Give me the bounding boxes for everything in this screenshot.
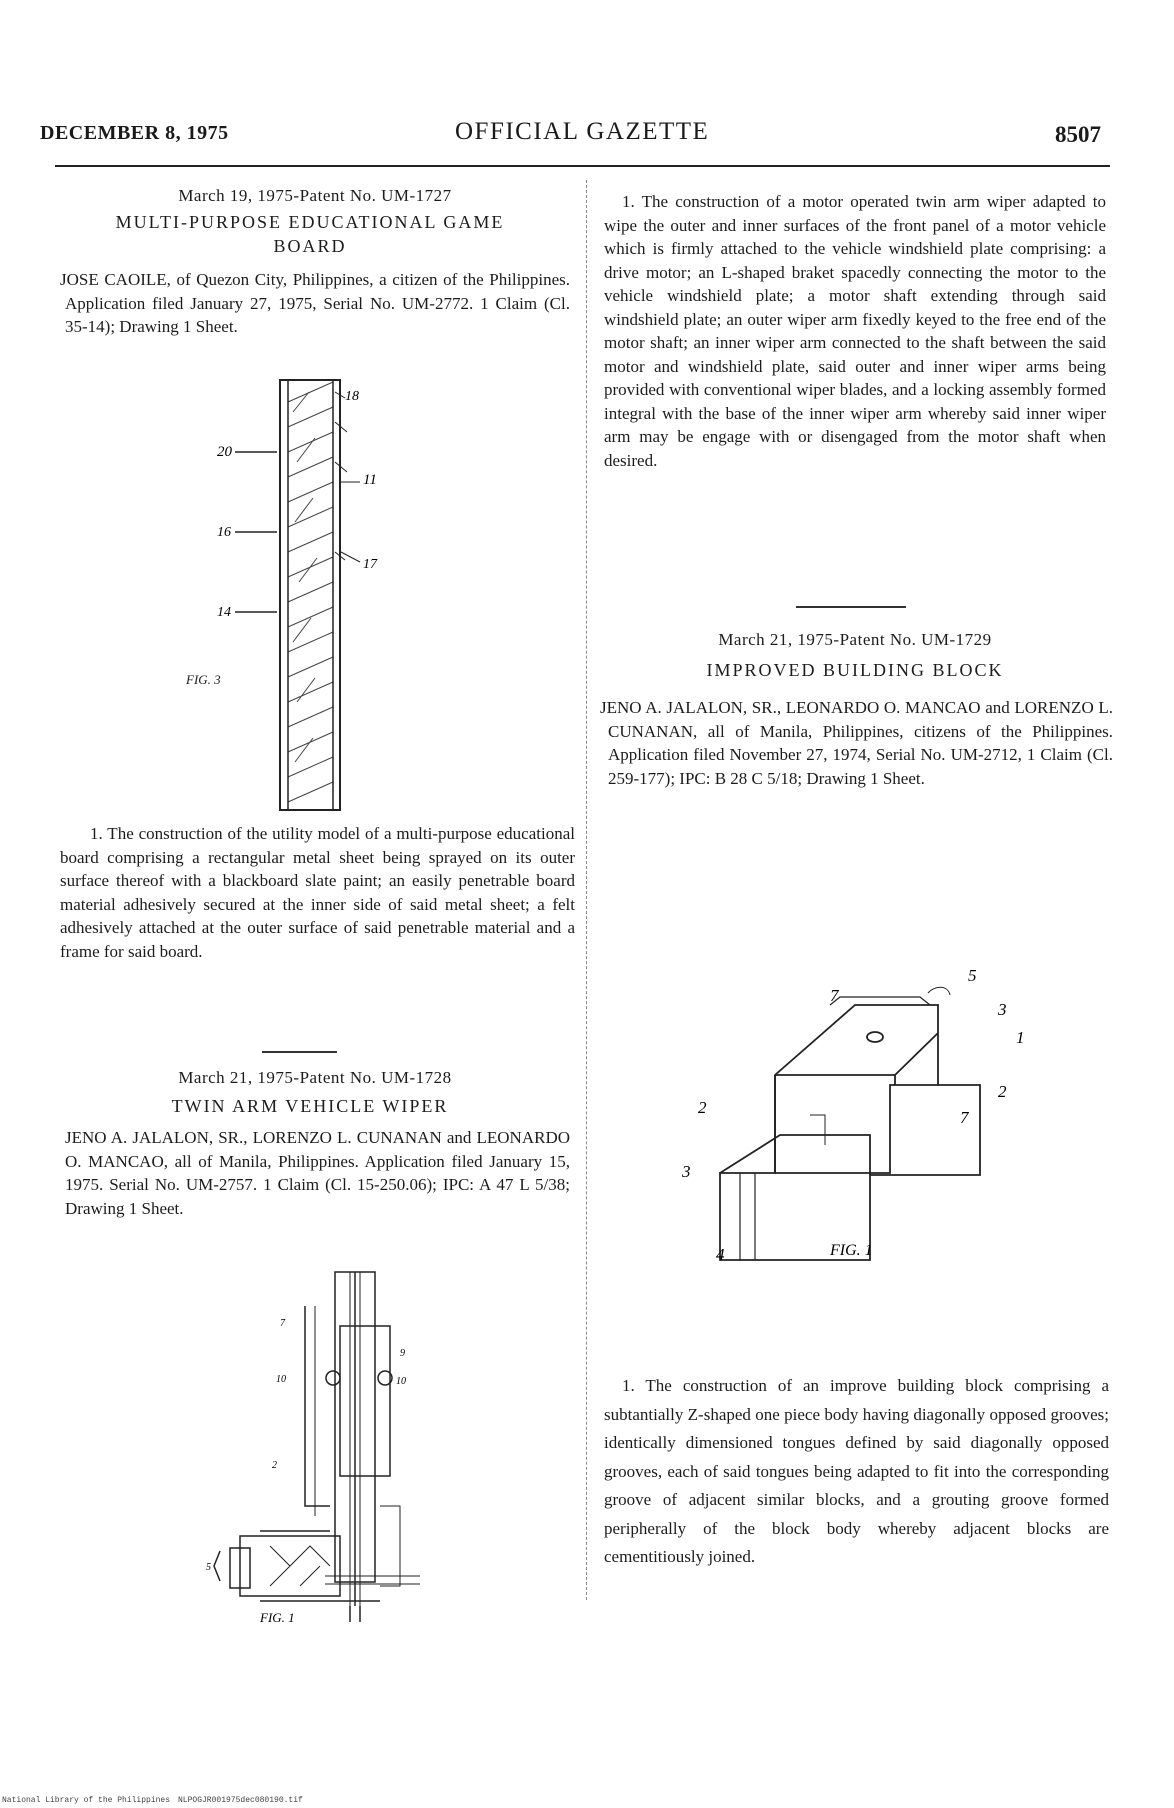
figure-ref: 20 <box>217 444 232 460</box>
patent-1729-inventor: JENO A. JALALON, SR., LEONARDO O. MANCAO and LORENZO L. CUNANAN, all of Manila, Philippines, citizens of the Philippines. Application filed November 27, 1974, Serial No. UM-2712, 1 Claim (Cl. 259-177); IPC: B 28 C 5/18; Drawing 1 Sheet. <box>600 698 1113 788</box>
figure-ref: 9 <box>400 1348 405 1359</box>
header-date: DECEMBER 8, 1975 <box>40 122 229 144</box>
figure-ref: 1 <box>1016 1028 1025 1047</box>
patent-1727-drawing <box>185 372 415 820</box>
separator <box>796 606 906 608</box>
figure-ref: 16 <box>217 525 231 540</box>
publication-title: OFFICIAL GAZETTE <box>455 118 710 145</box>
patent-1728-title: TWIN ARM VEHICLE WIPER <box>171 1096 449 1116</box>
patent-1727-claim: 1. The construction of the utility model of a multi-purpose educational board comprising a rectangular metal sheet being sprayed on its outer surface thereof with a blackboard slate paint; an easily penetrable board material adhesively secured at the inner side of said metal sheet; a felt adhesively attached at the outer surface of said penetrable material and a frame for said board. <box>60 824 575 961</box>
header-rule <box>55 165 1110 167</box>
patent-1727-inventor: JOSE CAOILE, of Quezon City, Philippines, a citizen of the Philippines. Application filed January 27, 1975, Serial No. UM-2772. 1 Claim (Cl. 35-14); Drawing 1 Sheet. <box>60 270 570 336</box>
figure-ref: 7 <box>280 1318 285 1329</box>
figure-ref: 2 <box>272 1460 277 1471</box>
figure-ref: 2 <box>998 1082 1007 1101</box>
figure-ref: 7 <box>830 986 839 1005</box>
patent-1728-claim: 1. The construction of a motor operated twin arm wiper adapted to wipe the outer and inner surfaces of the front panel of a motor vehicle which is firmly attached to the vehicle windshield plate comprising: a drive motor; an L-shaped braket spacedly connecting the motor to the vehicle windshield plate; a motor shaft extending through said windshield plate; an outer wiper arm fixedly keyed to the free end of the motor shaft; an inner wiper arm connected to the shaft between the said motor and windshield plate, said outer and inner wiper arms being provided with conventional wiper blades, and a locking assembly formed integral with the base of the inner wiper arm whereby said inner wiper arm may be engage with or disengaged from the motor shaft when desired. <box>604 192 1106 470</box>
figure-ref: 10 <box>276 1374 286 1385</box>
patent-1728-inventor: JENO A. JALALON, SR., LORENZO L. CUNANAN and LEONARDO O. MANCAO, all of Manila, Philippines. Application filed January 15, 1975. Serial No. UM-2757. 1 Claim (Cl. 15-250.06); IPC: A 47 L 5/38; Drawing 1 Sheet. <box>65 1128 570 1218</box>
figure-ref: 3 <box>682 1162 691 1181</box>
patent-1727-fig-label: FIG. 3 <box>186 672 221 687</box>
patent-1729-claim: 1. The construction of an improve building block comprising a subtantially Z-shaped one piece body having diagonally opposed grooves; identically dimensioned tongues defined by said diagonally opposed grooves, each of said tongues being adapted to fit into the corresponding groove of adjacent similar blocks, and a grouting groove formed peripherally of the block body whereby adjacent blocks are cementitiously joined. <box>604 1376 1109 1566</box>
figure-ref: 4 <box>716 1245 725 1264</box>
patent-1729-date: March 21, 1975-Patent No. UM-1729 <box>718 630 992 649</box>
patent-1728-date: March 21, 1975-Patent No. UM-1728 <box>178 1068 452 1087</box>
figure-ref: 11 <box>363 472 377 488</box>
figure-ref: 2 <box>698 1098 707 1117</box>
page-number: 8507 <box>1055 122 1101 147</box>
footer-file-id: NLPOGJR001975dec080190.tif <box>178 1796 303 1805</box>
patent-1728-drawing <box>200 1266 460 1626</box>
footer-library: National Library of the Philippines <box>2 1796 171 1805</box>
patent-1727-title: MULTI-PURPOSE EDUCATIONAL GAME BOARD <box>115 212 505 256</box>
figure-ref: 3 <box>998 1000 1007 1019</box>
patent-1729-title: IMPROVED BUILDING BLOCK <box>706 660 1004 680</box>
column-divider <box>586 180 587 1600</box>
figure-ref: 10 <box>396 1376 406 1387</box>
board-cross-section <box>235 380 360 810</box>
figure-ref: 18 <box>345 389 359 404</box>
figure-ref: 5 <box>206 1562 211 1573</box>
figure-ref: 14 <box>217 605 231 620</box>
figure-ref: 17 <box>363 557 377 572</box>
separator <box>262 1051 337 1053</box>
patent-1728-fig-label: FIG. 1 <box>260 1610 295 1625</box>
figure-ref: 7 <box>960 1108 969 1127</box>
patent-1727-date: March 19, 1975-Patent No. UM-1727 <box>178 186 452 205</box>
figure-ref: 5 <box>968 966 977 985</box>
patent-1729-drawing <box>680 965 1040 1265</box>
patent-1729-fig-label: FIG. 1 <box>830 1242 873 1259</box>
